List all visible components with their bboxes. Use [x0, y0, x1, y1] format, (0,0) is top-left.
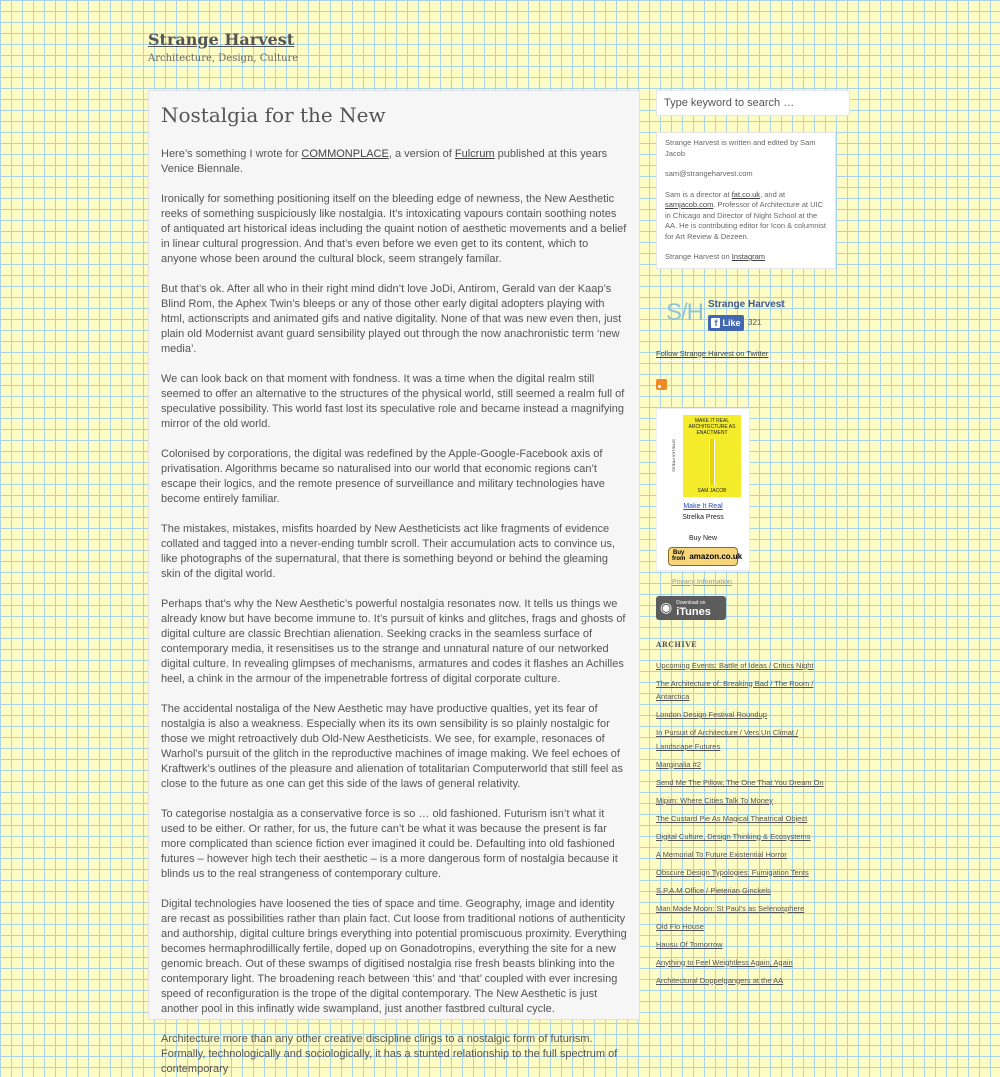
archive-item [656, 956, 836, 970]
archive-link[interactable]: Hausu Of Tomorrow [656, 939, 723, 949]
buy-from-amazon-button[interactable] [668, 547, 743, 566]
archive-item [656, 726, 836, 753]
facebook-like-button[interactable] [708, 315, 744, 331]
about-line: Strange Harvest is written and edited by Sam Jacob [665, 138, 816, 158]
archive-link[interactable]: S.P.A.M Office / Pieterian Ginckels [656, 885, 771, 895]
archive-item [656, 812, 836, 826]
book-front [683, 415, 741, 497]
post-paragraph: Architecture more than any other creative discipline clings to a nostalgic form of futurism. Formally, technologically and sociologically, it has a stunted relationship to the full spectrum of contemporary [161, 1033, 618, 1075]
archive-item [656, 830, 836, 844]
archive-link[interactable]: In Pursuit of Architecture / Vers Un Climat / Landscape Futures [656, 728, 799, 751]
intro-text: published at this years Venice Biennale. [161, 148, 608, 175]
archive-item [656, 974, 836, 988]
book-cover-title: MAKE IT REAL ARCHITECTURE AS ENACTMENT [688, 417, 736, 436]
facebook-like-box [656, 293, 852, 333]
archive-link[interactable]: Mipim: Where Cities Talk To Money [656, 795, 773, 805]
sidebar [656, 90, 852, 992]
site-tagline: Architecture, Design, Culture [148, 53, 299, 64]
book-widget [656, 408, 750, 571]
post-paragraph: The accidental nostaliga of the New Aesthetic may have productive qualties, yet its fear of nostalgia is also a weakness. Especially when its its own sensibility is so plainly nostalgic for those we might retroactively dub Old-New Aestheticists. We see, for example, resonaces of Warhol’s pursuit of the glitch in the reproductive machines of image making. We feel echoes of Kraftwerk’s outlines of the pleasure and alienation of totalitarian Computerworld that still feel as close to the future as one can get this side of the laws of general relativity. [161, 703, 624, 790]
like-count: 321 [748, 317, 762, 327]
archive-link[interactable]: The Architecture of: Breaking Bad / The Room / Antarctica [656, 678, 814, 701]
site-header [148, 30, 298, 64]
archive-link[interactable]: Anything to Feel Weightless Again, Again [656, 957, 793, 967]
archive-item [656, 794, 836, 808]
post-paragraph: The mistakes, mistakes, misfits hoarded by New Aestheticists act like fragments of evidence collated and tagged into a never-ending tumblr scroll. Their accumulation acts to convince us, like photographs of the supernatural, that there is something beyond or behind the gleaming skin of the digital world. [161, 523, 616, 580]
commonplace-link[interactable]: COMMONPLACE [301, 148, 389, 160]
search-input[interactable] [656, 90, 850, 116]
post-paragraph: Ironically for something positioning itself on the bleeding edge of newness, the New Aesthetic reeks of something suspiciously like nostalgia. It’s intoxicating vapours contain soothing notes of antiquated art historical ideas including the quaint notion of aesthetic movements and a belief in linear cultural progression. And that’s even before we even get to its content, which to anyone whose been around the cultural block, seem strangely familar. [161, 193, 627, 265]
instagram-text: Strange Harvest on [665, 252, 732, 261]
archive-item [656, 708, 836, 722]
archive-link[interactable]: Digital Culture, Design Thinking & Ecosystems [656, 831, 811, 841]
about-instagram [665, 252, 827, 263]
archive-link[interactable]: Architectural Doppelgangers at the AA [656, 975, 784, 985]
bio-text: , and at [760, 189, 786, 199]
privacy-information-link[interactable]: Privacy Information [672, 578, 732, 586]
post-paragraph: Colonised by corporations, the digital was redefined by the Apple-Google-Facebook axis of privatisation. Algorithms became so naturalised into our world that economic regions can’t escape their logics, and the remote presence of surveillance and military technologies have become entirely familiar. [161, 448, 605, 505]
buy-new-label: Buy New [688, 534, 717, 542]
bio-text: Sam is a director at [665, 189, 732, 199]
twitter-follow-link[interactable]: Follow Strange Harvest on Twitter [656, 349, 836, 361]
archive-item [656, 884, 836, 898]
bio-text: . Professor of Architecture at UIC in Chicago and Director of Night School at the AA. He is contributing editor for Icon & columnist for Art Review & Dezeen. [665, 200, 826, 241]
post-paragraph: But that’s ok. After all who in their right mind didn’t love JoDi, Antirom, Gerald van der Kaap’s Blind Rom, the Aphex Twin’s bleeps or any of those other early digital adopters playing with html, actionscripts and animated gifs and native digitality. None of that was new even then, just plain old Modernist avant guard sensibility played out through the now anachronistic term ‘new media’. [161, 283, 622, 355]
archive-heading: ARCHIVE [656, 639, 697, 649]
post-paragraph: Digital technologies have loosened the ties of space and time. Geography, image and identity are recast as possibilities rather than plain fact. Cut loose from traditional notions of authenticity and authorship, digital culture brings everything into potential promiscuous proximity. Everything becomes hermaphrodillically fertile, doped up on Gonadotropins, everything the site for a new genomic breach. Out of these swamps of digitised nostalgia rise fresh beasts blinking into the contemporary light. The broadening reach between ‘this’ and ‘that’ coupled with ever incresing speed of reconfiguration is the trope of the digital contemporary. The New Aesthetic is just another pool in this infinatly wide swampland, just another fastbred cultural cycle. [161, 898, 627, 1015]
book-title-link[interactable]: Make It Real [683, 502, 723, 510]
archive-link[interactable]: The Custard Pie As Magical Theatrical Object [656, 813, 808, 823]
archive-link[interactable]: A Memorial To Future Existential Horror [656, 849, 787, 859]
archive-link[interactable]: Old Flo House [656, 921, 704, 931]
archive-item [656, 920, 836, 934]
apple-icon: ◉ [660, 599, 673, 615]
book-cover-author: SAM JACOB [697, 487, 727, 494]
cover-stripe [709, 439, 715, 485]
buy-from-label: Buy from [672, 550, 686, 562]
post-body [161, 147, 627, 1077]
archive-item [656, 776, 836, 790]
post-paragraph: To categorise nostalgia as a conservative force is so … old fashioned. Futurism isn’t what it used to be either. Or rather, for us, the future can’t be what it was because the present is far more complicated than science fiction ever imagined it could be. Defaulting into old fashioned futures – however high tech their aesthetic – is a more dangerous form of nostalgia because it blinds us to the real strangeness of contemporary culture. [161, 808, 618, 880]
itunes-download-button[interactable] [656, 596, 726, 620]
site-title-link[interactable]: Strange Harvest [148, 30, 295, 49]
book-cover-image[interactable] [665, 415, 741, 497]
post-article [148, 90, 640, 1075]
intro-text: , a version of [388, 148, 455, 160]
archive-link[interactable]: Send Me The Pillow, The One That You Dream On [656, 777, 824, 787]
book-spine: STRELKA PRESS [665, 415, 683, 497]
about-bio [665, 190, 827, 243]
fulcrum-link[interactable]: Fulcrum [454, 148, 495, 160]
about-widget [656, 132, 836, 269]
archive-item [656, 758, 836, 772]
archive-link[interactable]: Obscure Design Typologies: Fumigation Tents [656, 867, 809, 877]
samjacob-link[interactable]: samjacob.com [665, 200, 714, 209]
about-email: sam@strangeharvest.com [665, 169, 753, 178]
archive-item [656, 677, 836, 704]
archive-link[interactable]: London Design Festival Roundup [656, 710, 767, 719]
facebook-page-name[interactable]: Strange Harvest [708, 298, 785, 310]
archive-item [656, 659, 836, 673]
itunes-text [676, 599, 711, 617]
post-paragraph: Perhaps that’s why the New Aesthetic’s powerful nostalgia resonates now. It tells us things we already know but have become immune to. It’s pursuit of kinks and glitches, frags and ghosts of digital culture are classic Brechtian alienation. Seeking cracks in the seamless surface of contemporary media, it resensitises us to the strange and unnatural nature of our networked digital culture. In revealing glimpses of mechanisms, armatures and codes it flashes an Achilles heel, a chink in the armour of the impenetrable fortress of digital corporate culture. [161, 598, 626, 685]
like-label: Like [722, 317, 741, 328]
archive-link[interactable]: Upcoming Events: Battle of Ideas / Critics Night [656, 660, 814, 670]
fat-link[interactable]: fat.co.uk [731, 189, 761, 199]
archive-list [656, 659, 836, 988]
post-paragraph: We can look back on that moment with fondness. It was a time when the digital realm still seemed to offer an alternative to the structures of the physical world, still seemed a realm full of speculative possibility. This world fast lost its speculative role and became instead a magnifying mirror of the old world. [161, 373, 625, 430]
itunes-big-label: iTunes [676, 605, 711, 618]
instagram-link[interactable]: Instagram [731, 252, 766, 261]
archive-link[interactable]: Marginalia #2 [656, 759, 702, 769]
amazon-logo: amazon.co.uk [689, 551, 743, 561]
site-logo: S/H [666, 298, 704, 326]
archive-item [656, 848, 836, 862]
intro-text: Here’s something I wrote for [161, 148, 302, 160]
archive-item [656, 902, 836, 916]
rss-icon[interactable] [656, 379, 667, 390]
itunes-small-label: Download on [676, 599, 706, 606]
archive-item [656, 938, 836, 952]
post-paragraph-intro [161, 147, 627, 177]
archive-item [656, 866, 836, 880]
facebook-icon: f [711, 318, 720, 328]
archive-link[interactable]: Man Made Moon: St Paul’s as Selenosphere [656, 903, 805, 913]
post-title: Nostalgia for the New [161, 103, 386, 127]
book-publisher: Strelka Press [682, 513, 724, 521]
